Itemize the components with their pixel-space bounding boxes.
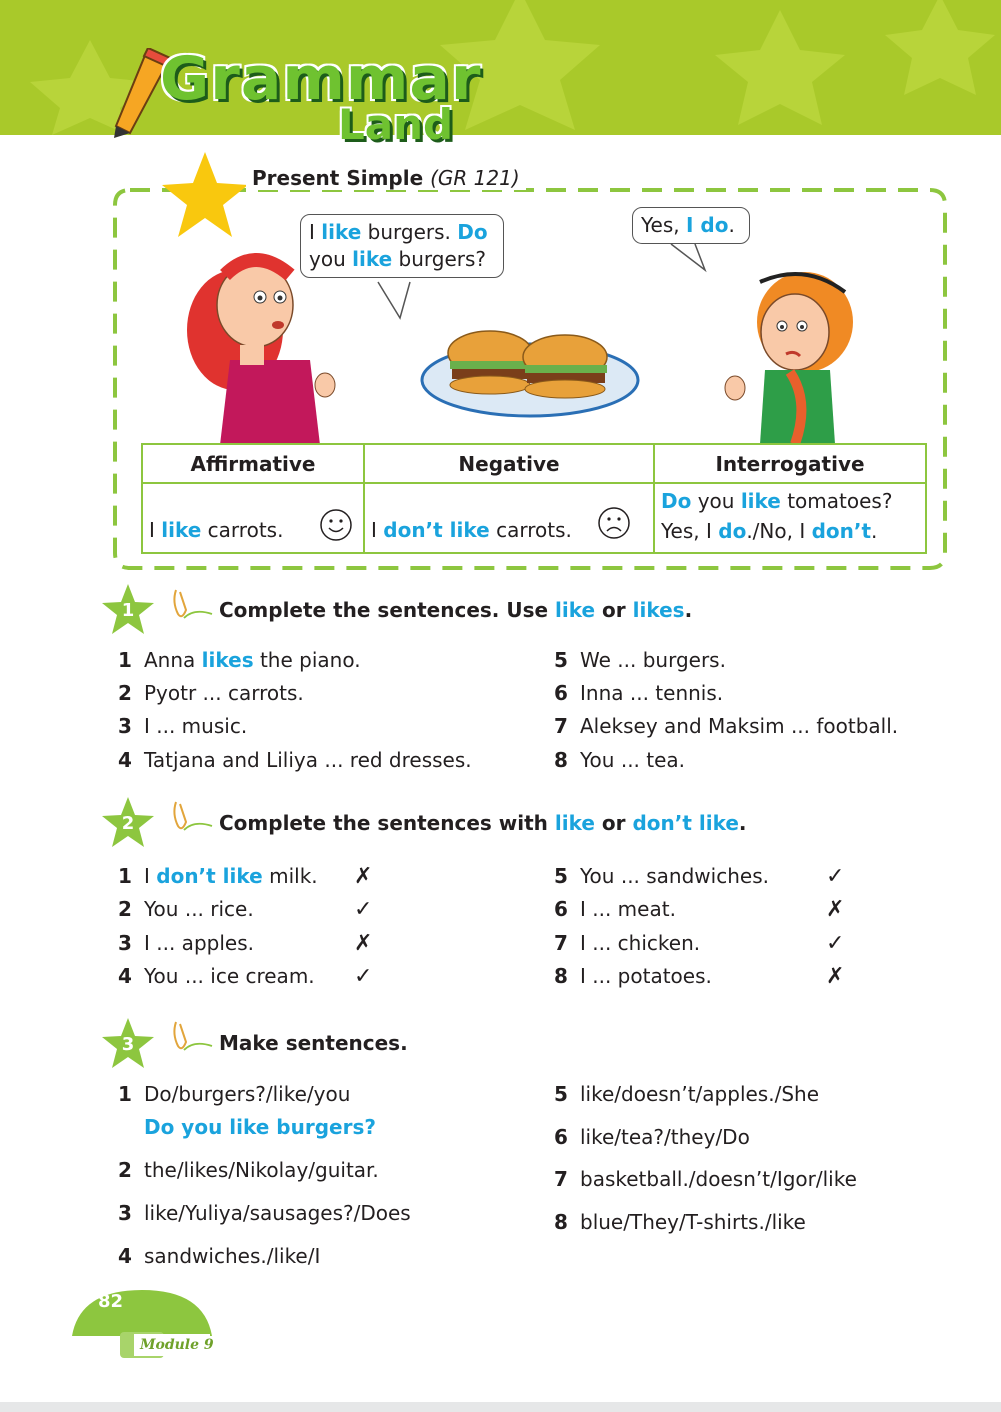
- logo-grammar: Grammar: [160, 44, 482, 114]
- bubble-tail: [665, 242, 715, 274]
- example-text: I: [149, 518, 162, 542]
- item-text: basketball./doesn’t/Igor/like: [580, 1167, 857, 1191]
- item-number: 7: [554, 714, 568, 738]
- title-text: or: [594, 811, 633, 835]
- example-keyword: don’t like: [383, 518, 490, 542]
- item-number: 5: [554, 864, 568, 888]
- section-title: [246, 166, 526, 190]
- list-item: [118, 1082, 350, 1106]
- title-text: .: [684, 598, 693, 622]
- title-keyword: like: [555, 598, 596, 622]
- item-number: 2: [118, 681, 132, 705]
- title-text: Complete the sentences. Use: [219, 598, 556, 622]
- list-item: [554, 1082, 819, 1106]
- item-text: I ... apples.: [144, 931, 254, 955]
- item-text: like/doesn’t/apples./She: [580, 1082, 819, 1106]
- example-keyword: Do: [661, 489, 692, 513]
- list-item: [118, 1244, 320, 1268]
- check-mark-icon: ✓: [354, 897, 373, 922]
- item-text: the piano.: [253, 648, 361, 672]
- list-item: [554, 964, 712, 988]
- check-mark-icon: ✓: [826, 864, 845, 889]
- item-text: I ... music.: [144, 714, 248, 738]
- item-number: 1: [118, 648, 132, 672]
- item-keyword: likes: [201, 648, 254, 672]
- item-number: 7: [554, 1167, 568, 1191]
- exercise-number: 1: [121, 600, 135, 621]
- item-number: 8: [554, 748, 568, 772]
- item-text: You ... sandwiches.: [580, 864, 769, 888]
- item-number: 6: [554, 897, 568, 921]
- smiley-face-icon: [319, 508, 353, 542]
- item-number: 6: [554, 681, 568, 705]
- item-text: blue/They/T-shirts./like: [580, 1210, 806, 1234]
- grammar-table: [141, 443, 927, 554]
- example-keyword: do: [718, 519, 747, 543]
- speech-bubble-right: [632, 207, 750, 244]
- example-text: ./No, I: [746, 519, 812, 543]
- item-text: You ... rice.: [144, 897, 254, 921]
- title-keyword: likes: [632, 598, 685, 622]
- item-number: 3: [118, 1201, 132, 1225]
- pencil-writing-icon: [168, 800, 214, 840]
- item-text: Pyotr ... carrots.: [144, 681, 304, 705]
- list-item: [118, 1158, 379, 1182]
- page-number: 82: [98, 1291, 124, 1312]
- item-number: 2: [118, 897, 132, 921]
- exercise-1-title: [219, 598, 692, 622]
- exercise-3-title: Make sentences.: [219, 1031, 408, 1055]
- grammar-reference: (GR 121): [430, 166, 520, 190]
- list-item: [118, 964, 315, 988]
- negative-example: [371, 518, 572, 542]
- list-item: [554, 864, 769, 888]
- list-item: [554, 714, 898, 738]
- cell-interrogative: [654, 483, 926, 553]
- exercise-number: 3: [121, 1034, 135, 1055]
- pencil-writing-icon: [168, 1020, 214, 1060]
- bubble-text: burgers?: [392, 247, 487, 271]
- item-number: 4: [118, 748, 132, 772]
- bubble-text: you: [309, 247, 353, 271]
- affirmative-example: [149, 518, 283, 542]
- example-keyword: like: [161, 518, 202, 542]
- title-text: Complete the sentences with: [219, 811, 555, 835]
- table-header-row: [142, 444, 926, 483]
- item-text: Do/burgers?/like/you: [144, 1082, 351, 1106]
- example-text: you: [691, 489, 741, 513]
- cross-mark-icon: ✗: [826, 897, 845, 922]
- item-text: Inna ... tennis.: [580, 681, 724, 705]
- item-text: You ... tea.: [580, 748, 686, 772]
- bubble-keyword: Do: [457, 220, 488, 244]
- item-number: 4: [118, 1244, 132, 1268]
- item-text: sandwiches./like/I: [144, 1244, 321, 1268]
- header-affirmative: Affirmative: [142, 444, 364, 483]
- speech-bubble-left: [300, 214, 504, 278]
- banner-star: [715, 10, 845, 125]
- section-title-text: Present Simple: [252, 166, 424, 190]
- list-item: [554, 897, 676, 921]
- list-item: [118, 897, 254, 921]
- example-text: carrots.: [201, 518, 284, 542]
- list-item: [118, 681, 304, 705]
- item-number: 3: [118, 931, 132, 955]
- item-text: milk.: [262, 864, 318, 888]
- list-item: [118, 714, 247, 738]
- item-number: 2: [118, 1158, 132, 1182]
- check-mark-icon: ✓: [826, 931, 845, 956]
- interrogative-question: [661, 486, 919, 516]
- bubble-text: Yes,: [641, 213, 686, 237]
- item-number: 5: [554, 1082, 568, 1106]
- example-text: .: [871, 519, 878, 543]
- interrogative-answer: [661, 516, 919, 546]
- item-number: 4: [118, 964, 132, 988]
- cross-mark-icon: ✗: [354, 864, 373, 889]
- item-text: We ... burgers.: [580, 648, 726, 672]
- item-number: 3: [118, 714, 132, 738]
- title-text: .: [738, 811, 747, 835]
- bubble-keyword: like: [352, 247, 393, 271]
- example-text: Yes, I: [661, 519, 719, 543]
- item-text: like/tea?/they/Do: [580, 1125, 750, 1149]
- bubble-keyword: I do: [686, 213, 729, 237]
- list-item: [118, 864, 318, 888]
- bubble-text: burgers.: [361, 220, 458, 244]
- cross-mark-icon: ✗: [826, 964, 845, 989]
- list-item: [554, 681, 723, 705]
- list-item: [118, 931, 254, 955]
- example-keyword: don’t: [811, 519, 872, 543]
- item-number: 7: [554, 931, 568, 955]
- list-item: [118, 648, 361, 672]
- cell-affirmative: [142, 483, 364, 553]
- girl-right-illustration: [720, 262, 860, 444]
- list-item: [118, 1201, 411, 1225]
- logo-land: Land: [338, 100, 454, 149]
- item-text: Tatjana and Liliya ... red dresses.: [144, 748, 472, 772]
- example-answer: Do you like burgers?: [144, 1115, 376, 1139]
- item-text: Aleksey and Maksim ... football.: [580, 714, 899, 738]
- example-keyword: like: [740, 489, 781, 513]
- item-text: I ... meat.: [580, 897, 676, 921]
- cross-mark-icon: ✗: [354, 931, 373, 956]
- header-interrogative: Interrogative: [654, 444, 926, 483]
- item-text: like/Yuliya/sausages?/Does: [144, 1201, 411, 1225]
- bubble-tail: [370, 280, 430, 320]
- bottom-strip: [0, 1402, 1001, 1412]
- sad-face-icon: [597, 506, 631, 540]
- bubble-keyword: like: [321, 220, 362, 244]
- example-text: I: [371, 518, 384, 542]
- list-item: [554, 1167, 857, 1191]
- list-item: [554, 1210, 806, 1234]
- banner-star: [885, 0, 995, 95]
- item-keyword: don’t like: [156, 864, 263, 888]
- item-text: I ... potatoes.: [580, 964, 712, 988]
- bubble-text: .: [728, 213, 735, 237]
- item-text: I: [144, 864, 157, 888]
- star-icon: [150, 150, 250, 240]
- example-text: tomatoes?: [780, 489, 893, 513]
- list-item: [554, 931, 700, 955]
- list-item: [554, 748, 685, 772]
- cell-negative: [364, 483, 654, 553]
- item-text: You ... ice cream.: [144, 964, 315, 988]
- item-text: the/likes/Nikolay/guitar.: [144, 1158, 379, 1182]
- list-item: [554, 648, 726, 672]
- burgers-illustration: [420, 325, 640, 420]
- pencil-writing-icon: [168, 588, 214, 628]
- item-number: 8: [554, 964, 568, 988]
- module-label: Module 9: [140, 1337, 214, 1353]
- item-number: 5: [554, 648, 568, 672]
- item-number: 1: [118, 864, 132, 888]
- exercise-number: 2: [121, 813, 135, 834]
- item-text: I ... chicken.: [580, 931, 701, 955]
- title-keyword: don’t like: [632, 811, 739, 835]
- item-number: 1: [118, 1082, 132, 1106]
- table-row: [142, 483, 926, 553]
- header-negative: Negative: [364, 444, 654, 483]
- list-item: [118, 748, 472, 772]
- check-mark-icon: ✓: [354, 964, 373, 989]
- list-item: [554, 1125, 750, 1149]
- title-keyword: like: [554, 811, 595, 835]
- exercise-2-title: [219, 811, 747, 835]
- item-number: 6: [554, 1125, 568, 1149]
- example-text: carrots.: [489, 518, 572, 542]
- item-number: 8: [554, 1210, 568, 1234]
- item-text: Anna: [144, 648, 202, 672]
- bubble-text: I: [309, 220, 322, 244]
- title-text: or: [595, 598, 633, 622]
